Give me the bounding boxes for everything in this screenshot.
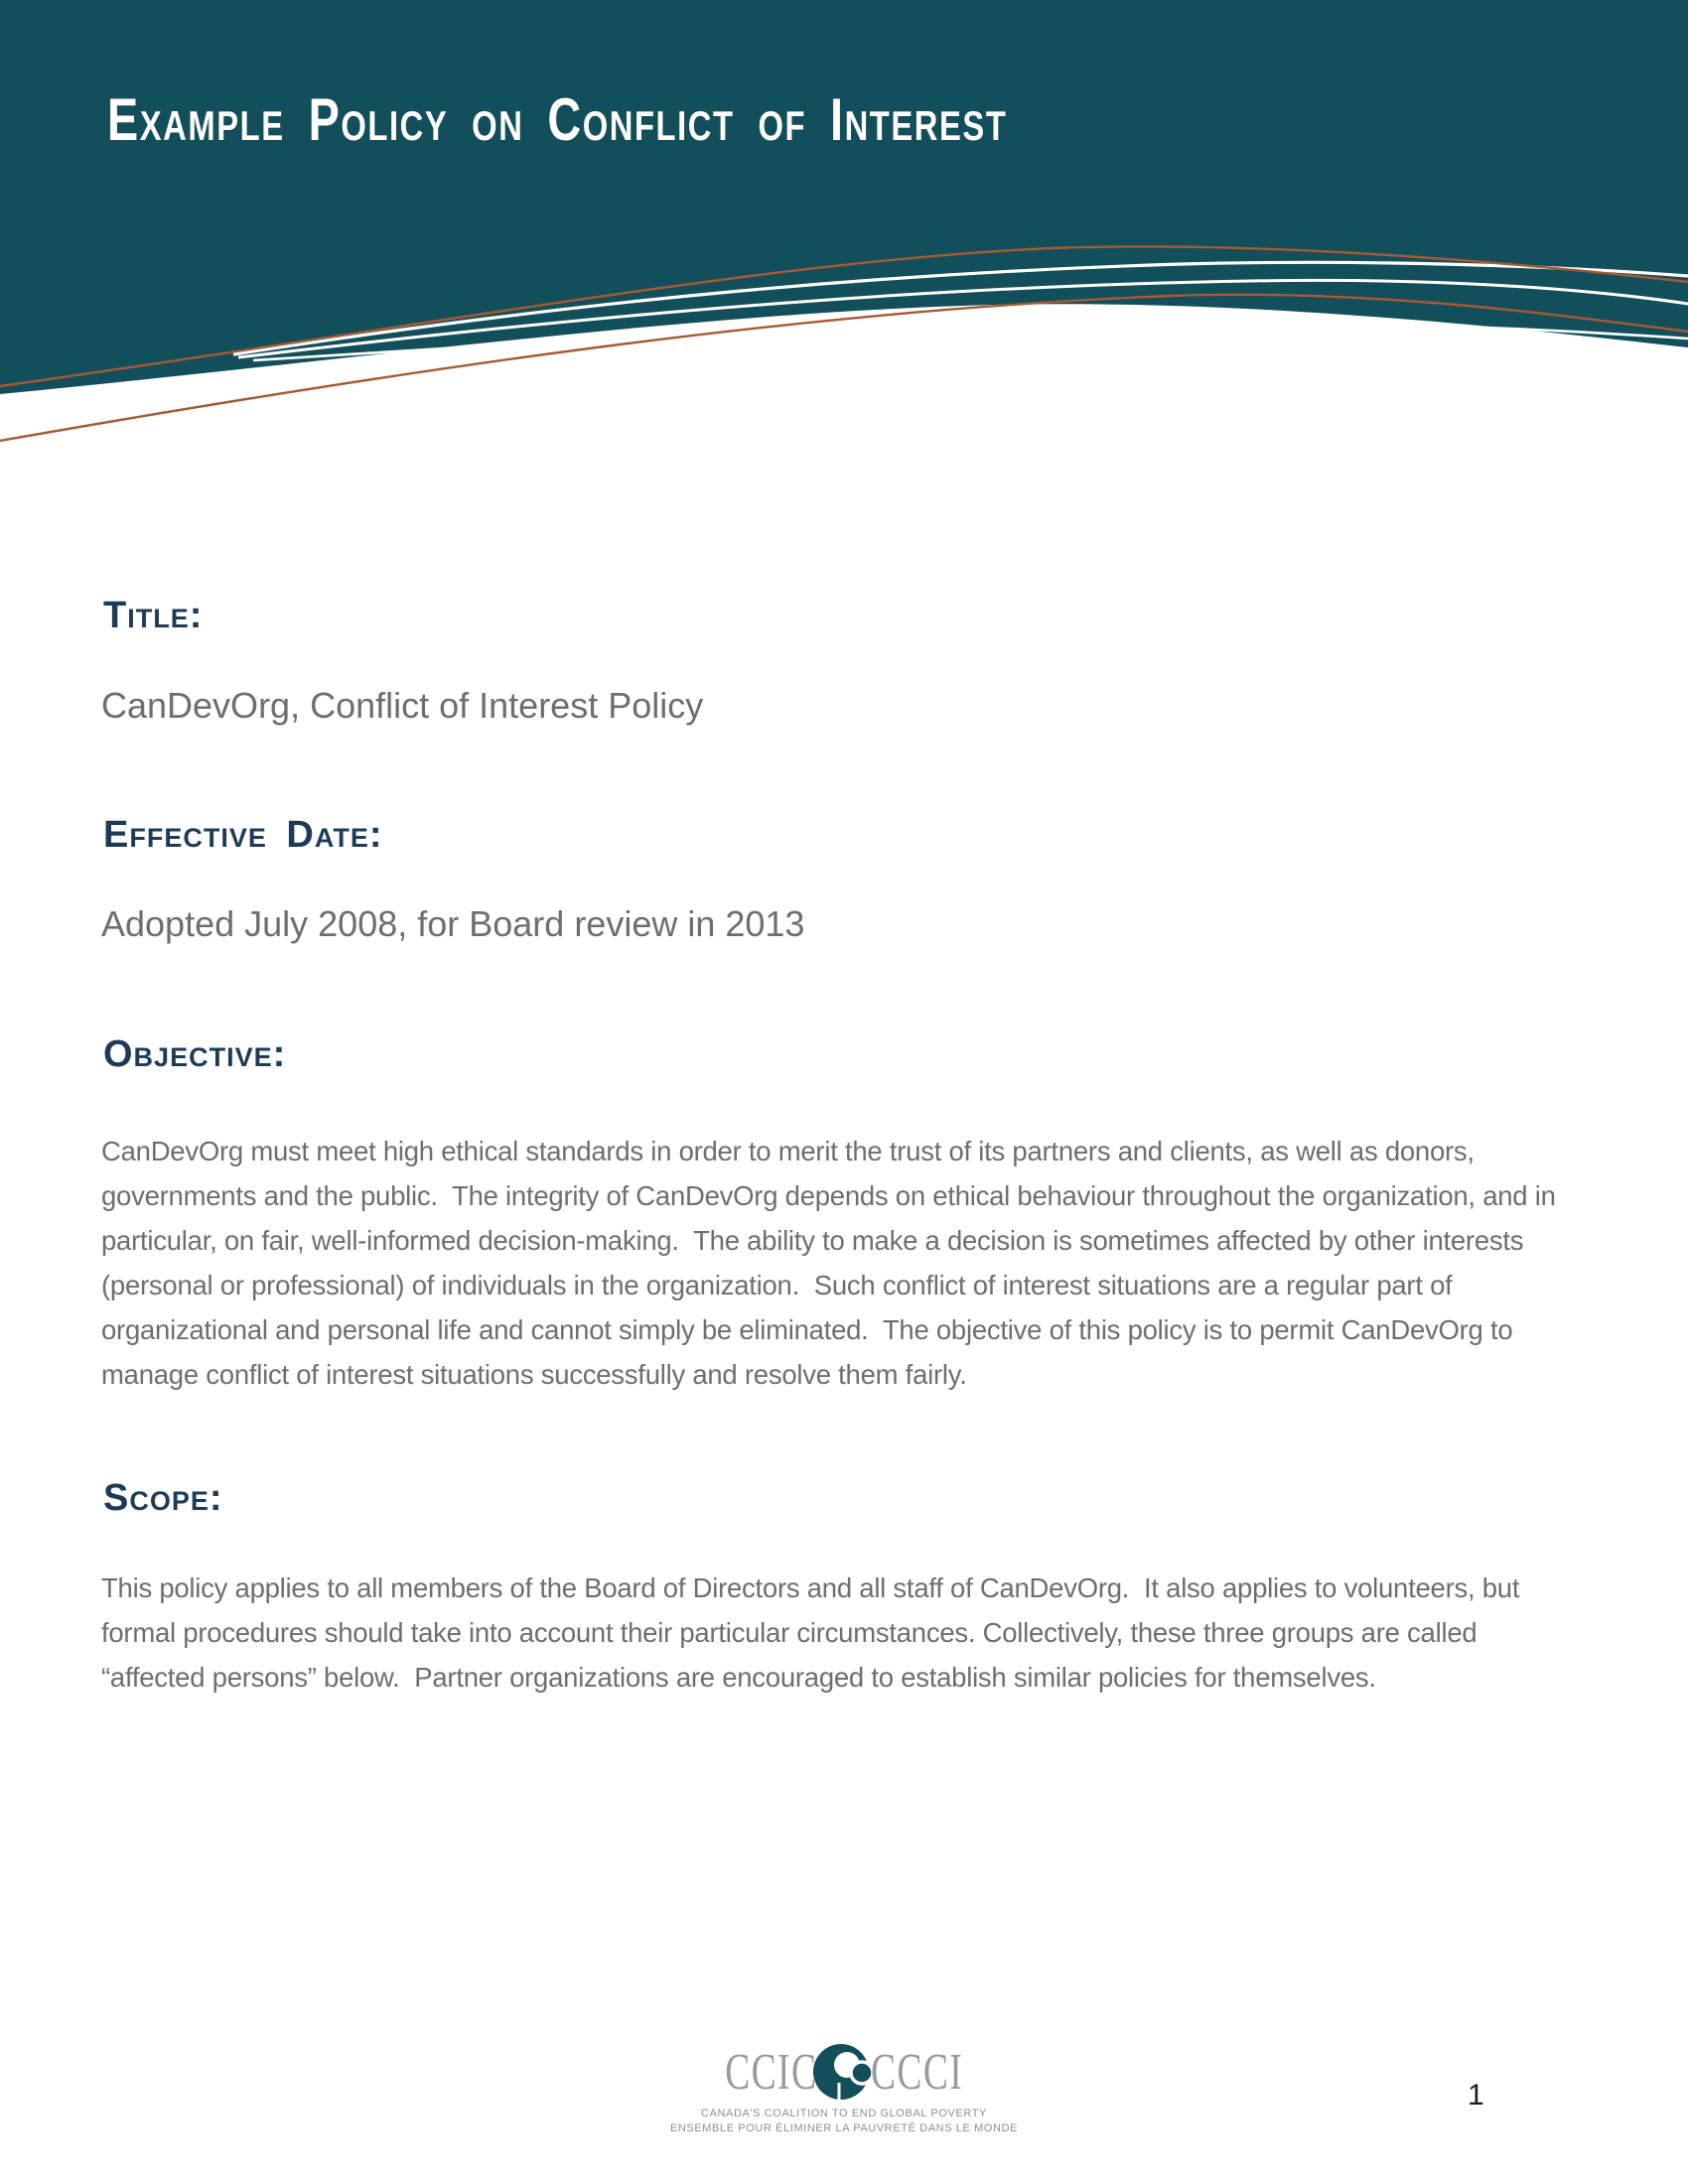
section-body-effective-date: Adopted July 2008, for Board review in 2013 [101,903,805,944]
document-title: Example Policy on Conflict of Interest [107,86,1008,153]
ccic-logo [0,2037,1688,2136]
section-heading-title: Title: [103,595,204,636]
section-body-scope: This policy applies to all members of the Board of Directors and all staff of CanDevOrg. It also applies to volunteers, but formal procedures should take into account their particular circumstances. Collectively, these three groups are called “affected persons” below. Partner organizations are encouraged to establish similar policies for themselves. [101,1572,1527,1693]
section-heading-effective-date: Effective Date: [103,814,383,856]
ccic-logo-text-right: CCCI [871,2043,964,2101]
ccic-logo-mark-icon [813,2039,875,2105]
section-body-title: CanDevOrg, Conflict of Interest Policy [101,685,704,726]
section-heading-objective: Objective: [103,1033,287,1075]
page-number: 1 [1468,2079,1484,2112]
ccic-tagline-english: CANADA'S COALITION TO END GLOBAL POVERTY [701,2108,987,2119]
ccic-logo-row [689,2037,1000,2107]
header-banner [0,0,1688,467]
ccic-tagline-french: ENSEMBLE POUR ÉLIMINER LA PAUVRETÉ DANS LE MONDE [669,2122,1019,2134]
header-swoosh-graphic [0,0,1688,467]
section-heading-scope: Scope: [103,1477,223,1519]
ccic-logo-text-left: CCIC [724,2043,817,2101]
section-body-objective: CanDevOrg must meet high ethical standards in order to merit the trust of its partners and clients, as well as donors, governments and the public. The integrity of CanDevOrg depends on ethical behaviour throughout the organization, and in particular, on fair, well-informed decision-making. The ability to make a decision is sometimes affected by other interests (personal or professional) of individuals in the organization. Such conflict of interest situations are a regular part of organizational and personal life and cannot simply be eliminated. The objective of this policy is to permit CanDevOrg to manage conflict of interest situations successfully and resolve them fairly. [101,1136,1564,1390]
